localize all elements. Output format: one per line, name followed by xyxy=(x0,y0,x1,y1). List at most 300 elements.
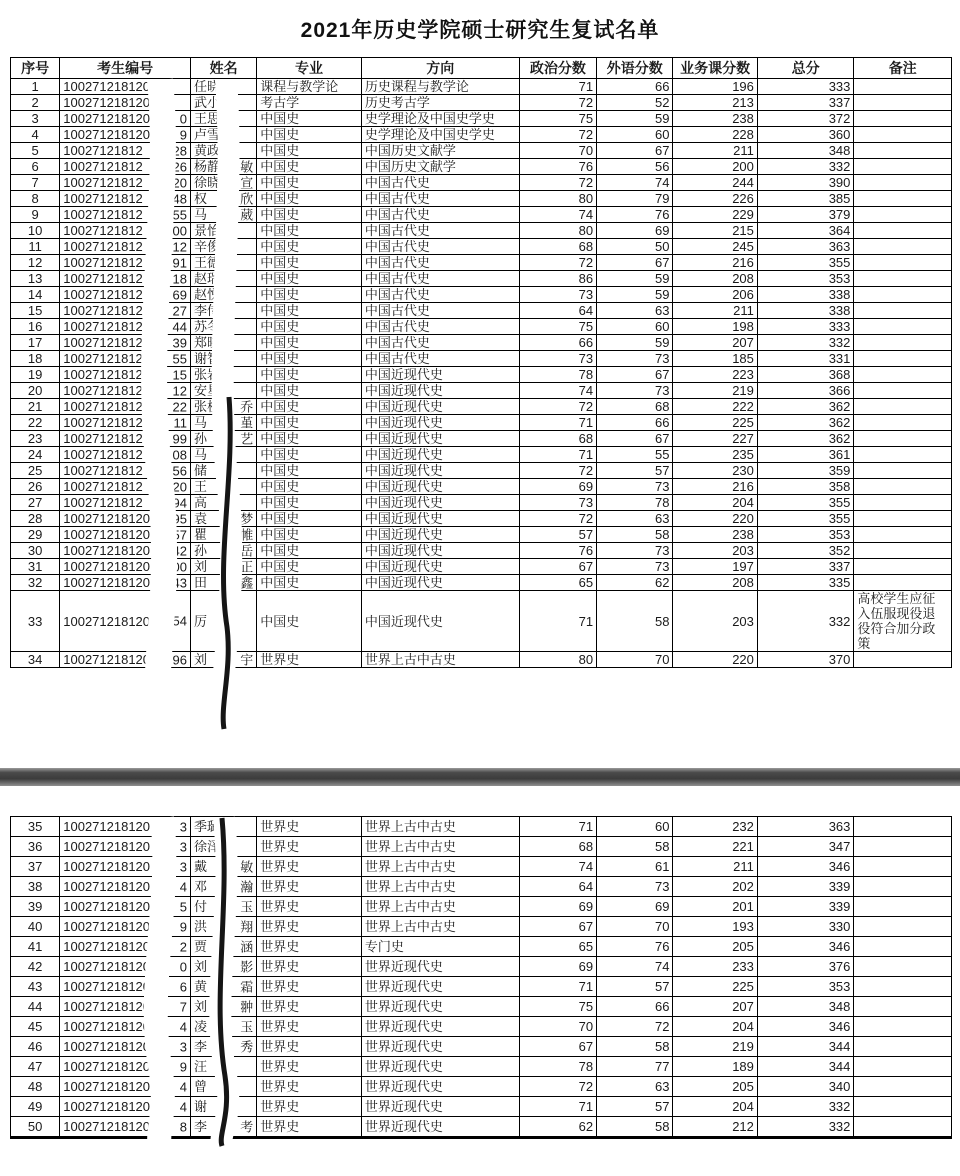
cell-course-score: 203 xyxy=(673,591,757,652)
cell-note xyxy=(854,287,952,303)
candidate-id-visible-prefix: 10027121812 xyxy=(63,271,143,286)
cell-course-score: 193 xyxy=(673,917,757,937)
table-row xyxy=(11,111,952,127)
cell-candidate-id xyxy=(60,957,191,977)
candidate-id-visible-prefix: 10027121812 xyxy=(63,431,143,446)
candidate-id-visible-prefix: 100271218120 xyxy=(63,559,151,574)
cell-course-score: 216 xyxy=(673,255,757,271)
name-visible-right: 宇 xyxy=(240,652,254,667)
cell-politics-score: 70 xyxy=(519,143,596,159)
cell-politics-score: 68 xyxy=(519,431,596,447)
cell-direction: 中国近现代史 xyxy=(361,367,519,383)
cell-politics-score: 65 xyxy=(519,937,596,957)
cell-total-score: 346 xyxy=(757,857,854,877)
cell-politics-score: 75 xyxy=(519,997,596,1017)
name-visible-left: 武小 xyxy=(193,95,220,110)
candidate-id-visible-suffix: 5 xyxy=(179,899,187,914)
cell-politics-score: 62 xyxy=(519,1117,596,1138)
table-row xyxy=(11,255,952,271)
candidate-id-visible-suffix: 96 xyxy=(172,652,187,667)
cell-course-score: 203 xyxy=(673,543,757,559)
cell-foreign-score: 68 xyxy=(597,399,673,415)
cell-total-score: 332 xyxy=(757,335,854,351)
cell-total-score: 359 xyxy=(757,463,854,479)
cell-note xyxy=(854,1057,952,1077)
candidate-id-visible-suffix: 4 xyxy=(179,879,187,894)
name-visible-left: 张桂 xyxy=(193,399,220,414)
cell-name xyxy=(190,1077,256,1097)
table-row xyxy=(11,877,952,897)
cell-note xyxy=(854,957,952,977)
name-visible-right: 宣 xyxy=(240,175,254,190)
cell-total-score: 333 xyxy=(757,79,854,95)
cell-num: 3 xyxy=(11,111,60,127)
name-visible-left: 景怡 xyxy=(193,223,220,238)
cell-total-score: 376 xyxy=(757,957,854,977)
name-visible-left: 杨静 xyxy=(193,159,220,174)
cell-foreign-score: 60 xyxy=(597,817,673,837)
cell-candidate-id xyxy=(60,1117,191,1138)
table-row xyxy=(11,399,952,415)
cell-name xyxy=(190,95,256,111)
cell-note xyxy=(854,511,952,527)
cell-candidate-id xyxy=(60,652,191,668)
name-visible-left: 曾 xyxy=(193,1079,207,1094)
cell-direction: 史学理论及中国史学史 xyxy=(361,111,519,127)
cell-total-score: 355 xyxy=(757,511,854,527)
cell-num: 4 xyxy=(11,127,60,143)
cell-direction: 世界近现代史 xyxy=(361,1077,519,1097)
name-visible-right: 秀 xyxy=(240,1039,254,1054)
cell-num: 26 xyxy=(11,479,60,495)
cell-name xyxy=(190,917,256,937)
cell-name xyxy=(190,463,256,479)
candidate-id-visible-prefix: 10027121812 xyxy=(63,367,143,382)
cell-candidate-id xyxy=(60,351,191,367)
cell-note xyxy=(854,495,952,511)
cell-num: 44 xyxy=(11,997,60,1017)
table-row xyxy=(11,591,952,652)
cell-major: 世界史 xyxy=(257,857,362,877)
cell-note xyxy=(854,575,952,591)
cell-candidate-id xyxy=(60,287,191,303)
cell-major: 中国史 xyxy=(257,591,362,652)
name-visible-left: 李 xyxy=(193,1039,207,1054)
cell-politics-score: 72 xyxy=(519,399,596,415)
cell-foreign-score: 73 xyxy=(597,479,673,495)
page-title: 2021年历史学院硕士研究生复试名单 xyxy=(300,19,660,42)
cell-name xyxy=(190,207,256,223)
cell-direction: 世界近现代史 xyxy=(361,1017,519,1037)
cell-direction: 专门史 xyxy=(361,937,519,957)
cell-foreign-score: 74 xyxy=(597,957,673,977)
cell-name xyxy=(190,575,256,591)
table-row xyxy=(11,415,952,431)
table-row xyxy=(11,127,952,143)
cell-num: 18 xyxy=(11,351,60,367)
table-row xyxy=(11,223,952,239)
candidate-id-visible-suffix: 9 xyxy=(179,1059,187,1074)
cell-name xyxy=(190,319,256,335)
cell-politics-score: 71 xyxy=(519,447,596,463)
name-visible-right: 霜 xyxy=(240,979,254,994)
cell-direction: 中国近现代史 xyxy=(361,415,519,431)
cell-politics-score: 72 xyxy=(519,1077,596,1097)
name-visible-left: 汪 xyxy=(193,1059,207,1074)
name-visible-left: 黄 xyxy=(193,979,207,994)
cell-major: 中国史 xyxy=(257,111,362,127)
cell-candidate-id xyxy=(60,447,191,463)
candidate-id-visible-prefix: 100271218120 xyxy=(63,1079,151,1094)
cell-candidate-id xyxy=(60,111,191,127)
cell-name xyxy=(190,447,256,463)
cell-name xyxy=(190,351,256,367)
cell-foreign-score: 70 xyxy=(597,652,673,668)
candidate-id-visible-prefix: 10027121812 xyxy=(63,207,143,222)
cell-politics-score: 70 xyxy=(519,1017,596,1037)
cell-course-score: 205 xyxy=(673,1077,757,1097)
name-visible-right: 涵 xyxy=(240,939,254,954)
cell-major: 中国史 xyxy=(257,319,362,335)
cell-foreign-score: 60 xyxy=(597,127,673,143)
cell-note xyxy=(854,817,952,837)
cell-major: 世界史 xyxy=(257,1037,362,1057)
name-visible-left: 刘 xyxy=(193,652,207,667)
cell-politics-score: 67 xyxy=(519,559,596,575)
cell-num: 7 xyxy=(11,175,60,191)
cell-name xyxy=(190,543,256,559)
cell-politics-score: 86 xyxy=(519,271,596,287)
table-row xyxy=(11,857,952,877)
candidate-id-visible-suffix: 55 xyxy=(172,351,187,366)
candidate-id-visible-suffix: 9 xyxy=(179,127,187,142)
cell-foreign-score: 59 xyxy=(597,287,673,303)
cell-course-score: 215 xyxy=(673,223,757,239)
candidate-id-visible-suffix: 0 xyxy=(179,111,187,126)
cell-course-score: 223 xyxy=(673,367,757,383)
candidate-id-visible-prefix: 100271218120 xyxy=(63,939,151,954)
name-visible-left: 辛俊 xyxy=(193,239,220,254)
candidate-id-visible-suffix: 20 xyxy=(172,479,187,494)
cell-foreign-score: 67 xyxy=(597,255,673,271)
cell-candidate-id xyxy=(60,223,191,239)
cell-foreign-score: 69 xyxy=(597,897,673,917)
cell-num: 47 xyxy=(11,1057,60,1077)
cell-total-score: 363 xyxy=(757,239,854,255)
col-header-candidate-id: 考生编号 xyxy=(60,58,191,79)
cell-note: 高校学生应征入伍服现役退役符合加分政策 xyxy=(854,591,952,652)
cell-direction: 世界近现代史 xyxy=(361,1117,519,1138)
cell-politics-score: 73 xyxy=(519,495,596,511)
candidate-id-visible-suffix: 26 xyxy=(172,159,187,174)
cell-num: 49 xyxy=(11,1097,60,1117)
cell-num: 12 xyxy=(11,255,60,271)
cell-note xyxy=(854,111,952,127)
table-row xyxy=(11,977,952,997)
candidate-id-visible-suffix: 0 xyxy=(179,959,187,974)
cell-major: 中国史 xyxy=(257,495,362,511)
table-row xyxy=(11,367,952,383)
cell-candidate-id xyxy=(60,1077,191,1097)
name-visible-left: 付 xyxy=(193,899,207,914)
candidate-id-visible-suffix: 69 xyxy=(172,287,187,302)
cell-direction: 中国近现代史 xyxy=(361,559,519,575)
cell-num: 41 xyxy=(11,937,60,957)
cell-politics-score: 72 xyxy=(519,511,596,527)
cell-course-score: 222 xyxy=(673,399,757,415)
table-row xyxy=(11,559,952,575)
cell-total-score: 347 xyxy=(757,837,854,857)
cell-name xyxy=(190,111,256,127)
table-row xyxy=(11,303,952,319)
cell-foreign-score: 63 xyxy=(597,303,673,319)
cell-note xyxy=(854,543,952,559)
cell-name xyxy=(190,877,256,897)
cell-major: 世界史 xyxy=(257,977,362,997)
cell-name xyxy=(190,223,256,239)
name-visible-left: 任晓 xyxy=(193,79,220,94)
cell-direction: 中国古代史 xyxy=(361,335,519,351)
candidate-id-visible-prefix: 10027121812 xyxy=(63,463,143,478)
candidate-id-visible-prefix: 100271218120 xyxy=(63,127,151,142)
cell-num: 36 xyxy=(11,837,60,857)
cell-name xyxy=(190,143,256,159)
cell-politics-score: 67 xyxy=(519,1037,596,1057)
cell-total-score: 332 xyxy=(757,1117,854,1138)
cell-num: 22 xyxy=(11,415,60,431)
cell-foreign-score: 59 xyxy=(597,335,673,351)
candidate-id-visible-prefix: 100271218120 xyxy=(63,613,151,629)
col-header-direction: 方向 xyxy=(361,58,519,79)
cell-candidate-id xyxy=(60,415,191,431)
cell-direction: 中国近现代史 xyxy=(361,543,519,559)
table-row xyxy=(11,191,952,207)
table-row xyxy=(11,511,952,527)
cell-num: 50 xyxy=(11,1117,60,1138)
cell-major: 中国史 xyxy=(257,175,362,191)
cell-foreign-score: 66 xyxy=(597,79,673,95)
cell-num: 9 xyxy=(11,207,60,223)
table-row xyxy=(11,495,952,511)
cell-name xyxy=(190,367,256,383)
cell-major: 世界史 xyxy=(257,837,362,857)
name-visible-right: 玉 xyxy=(240,1019,254,1034)
cell-major: 中国史 xyxy=(257,463,362,479)
cell-politics-score: 78 xyxy=(519,1057,596,1077)
cell-direction: 中国古代史 xyxy=(361,287,519,303)
cell-note xyxy=(854,1017,952,1037)
cell-direction: 世界近现代史 xyxy=(361,1057,519,1077)
cell-politics-score: 68 xyxy=(519,837,596,857)
cell-politics-score: 57 xyxy=(519,527,596,543)
cell-direction: 中国古代史 xyxy=(361,271,519,287)
cell-major: 中国史 xyxy=(257,479,362,495)
cell-major: 课程与教学论 xyxy=(257,79,362,95)
cell-major: 中国史 xyxy=(257,207,362,223)
cell-direction: 世界上古中古史 xyxy=(361,652,519,668)
candidate-id-visible-suffix: 3 xyxy=(179,1039,187,1054)
table-row xyxy=(11,997,952,1017)
cell-num: 21 xyxy=(11,399,60,415)
candidate-id-visible-suffix: 4 xyxy=(179,1099,187,1114)
table-row xyxy=(11,1077,952,1097)
cell-note xyxy=(854,303,952,319)
cell-note xyxy=(854,239,952,255)
cell-name xyxy=(190,495,256,511)
cell-course-score: 221 xyxy=(673,837,757,857)
cell-candidate-id xyxy=(60,271,191,287)
cell-num: 23 xyxy=(11,431,60,447)
cell-politics-score: 72 xyxy=(519,127,596,143)
candidate-id-visible-suffix: 95 xyxy=(172,511,187,526)
name-visible-right: 艺 xyxy=(240,431,254,446)
cell-note xyxy=(854,79,952,95)
cell-total-score: 338 xyxy=(757,303,854,319)
candidate-id-visible-suffix: 00 xyxy=(172,223,187,238)
cell-course-score: 216 xyxy=(673,479,757,495)
cell-politics-score: 74 xyxy=(519,857,596,877)
cell-num: 34 xyxy=(11,652,60,668)
candidate-id-visible-prefix: 100271218120 xyxy=(63,919,151,934)
candidate-id-visible-suffix: 6 xyxy=(179,979,187,994)
col-header-name: 姓名 xyxy=(190,58,256,79)
name-visible-left: 苏冬 xyxy=(193,319,220,334)
cell-course-score: 206 xyxy=(673,287,757,303)
name-visible-left: 谢 xyxy=(193,1099,207,1114)
cell-candidate-id xyxy=(60,937,191,957)
candidate-id-visible-prefix: 10027121812 xyxy=(63,495,143,510)
cell-foreign-score: 59 xyxy=(597,111,673,127)
name-visible-right: 翔 xyxy=(240,919,254,934)
cell-note xyxy=(854,977,952,997)
cell-num: 16 xyxy=(11,319,60,335)
cell-major: 中国史 xyxy=(257,287,362,303)
cell-note xyxy=(854,897,952,917)
cell-direction: 世界近现代史 xyxy=(361,997,519,1017)
cell-total-score: 333 xyxy=(757,319,854,335)
cell-major: 考古学 xyxy=(257,95,362,111)
cell-total-score: 368 xyxy=(757,367,854,383)
cell-name xyxy=(190,837,256,857)
cell-total-score: 331 xyxy=(757,351,854,367)
cell-direction: 中国古代史 xyxy=(361,303,519,319)
cell-foreign-score: 61 xyxy=(597,857,673,877)
name-visible-left: 郑晓 xyxy=(193,335,220,350)
table-row xyxy=(11,1097,952,1117)
candidate-id-visible-prefix: 1002712181200 xyxy=(63,79,158,94)
cell-direction: 世界近现代史 xyxy=(361,1037,519,1057)
cell-candidate-id xyxy=(60,303,191,319)
cell-direction: 中国近现代史 xyxy=(361,479,519,495)
candidate-id-visible-prefix: 100271218120 xyxy=(63,899,151,914)
cell-politics-score: 71 xyxy=(519,817,596,837)
cell-major: 世界史 xyxy=(257,957,362,977)
cell-note xyxy=(854,335,952,351)
name-visible-right: 堇 xyxy=(240,415,254,430)
col-header-total-score: 总分 xyxy=(757,58,854,79)
candidate-id-visible-suffix: 57 xyxy=(172,527,187,542)
cell-note xyxy=(854,837,952,857)
candidate-id-visible-suffix: 4 xyxy=(179,1079,187,1094)
cell-course-score: 244 xyxy=(673,175,757,191)
cell-num: 1 xyxy=(11,79,60,95)
cell-course-score: 220 xyxy=(673,511,757,527)
cell-note xyxy=(854,479,952,495)
name-visible-left: 卢雪 xyxy=(193,127,220,142)
name-visible-right: 玉 xyxy=(240,899,254,914)
cell-candidate-id xyxy=(60,495,191,511)
cell-total-score: 353 xyxy=(757,271,854,287)
cell-major: 世界史 xyxy=(257,877,362,897)
table-row xyxy=(11,575,952,591)
candidate-id-visible-prefix: 100271218120 xyxy=(63,511,151,526)
cell-politics-score: 72 xyxy=(519,95,596,111)
cell-direction: 中国古代史 xyxy=(361,351,519,367)
cell-candidate-id xyxy=(60,997,191,1017)
cell-politics-score: 72 xyxy=(519,463,596,479)
name-visible-left: 储 xyxy=(193,463,207,478)
cell-num: 17 xyxy=(11,335,60,351)
cell-foreign-score: 57 xyxy=(597,463,673,479)
name-visible-left: 田 xyxy=(193,575,207,590)
cell-candidate-id xyxy=(60,837,191,857)
table-row xyxy=(11,159,952,175)
cell-total-score: 360 xyxy=(757,127,854,143)
candidate-id-visible-prefix: 100271218120 xyxy=(63,979,151,994)
table-row xyxy=(11,1037,952,1057)
cell-note xyxy=(854,351,952,367)
candidate-id-visible-prefix: 100271218120 xyxy=(63,543,151,558)
table-row xyxy=(11,897,952,917)
cell-course-score: 200 xyxy=(673,159,757,175)
table-row xyxy=(11,79,952,95)
candidate-id-visible-prefix: 10027121812 xyxy=(63,319,143,334)
candidate-id-visible-suffix: 00 xyxy=(172,559,187,574)
table-row xyxy=(11,1017,952,1037)
cell-candidate-id xyxy=(60,383,191,399)
cell-major: 中国史 xyxy=(257,159,362,175)
cell-name xyxy=(190,303,256,319)
candidate-id-visible-suffix: 18 xyxy=(172,271,187,286)
candidate-id-visible-suffix: 2 xyxy=(179,939,187,954)
cell-candidate-id xyxy=(60,559,191,575)
cell-major: 世界史 xyxy=(257,1017,362,1037)
table-row xyxy=(11,431,952,447)
cell-note xyxy=(854,431,952,447)
cell-foreign-score: 73 xyxy=(597,559,673,575)
cell-foreign-score: 77 xyxy=(597,1057,673,1077)
cell-name xyxy=(190,239,256,255)
cell-direction: 中国古代史 xyxy=(361,175,519,191)
cell-note xyxy=(854,271,952,287)
cell-direction: 中国古代史 xyxy=(361,239,519,255)
cell-name xyxy=(190,271,256,287)
cell-num: 13 xyxy=(11,271,60,287)
cell-note xyxy=(854,652,952,668)
cell-course-score: 212 xyxy=(673,1117,757,1138)
cell-direction: 世界上古中古史 xyxy=(361,837,519,857)
cell-foreign-score: 76 xyxy=(597,937,673,957)
table-row xyxy=(11,95,952,111)
cell-total-score: 385 xyxy=(757,191,854,207)
candidate-id-visible-suffix: 55 xyxy=(172,207,187,222)
col-header-note: 备注 xyxy=(854,58,952,79)
cell-name xyxy=(190,399,256,415)
cell-direction: 世界上古中古史 xyxy=(361,917,519,937)
cell-course-score: 219 xyxy=(673,383,757,399)
cell-politics-score: 71 xyxy=(519,1097,596,1117)
candidate-id-visible-suffix: 11 xyxy=(173,415,187,430)
